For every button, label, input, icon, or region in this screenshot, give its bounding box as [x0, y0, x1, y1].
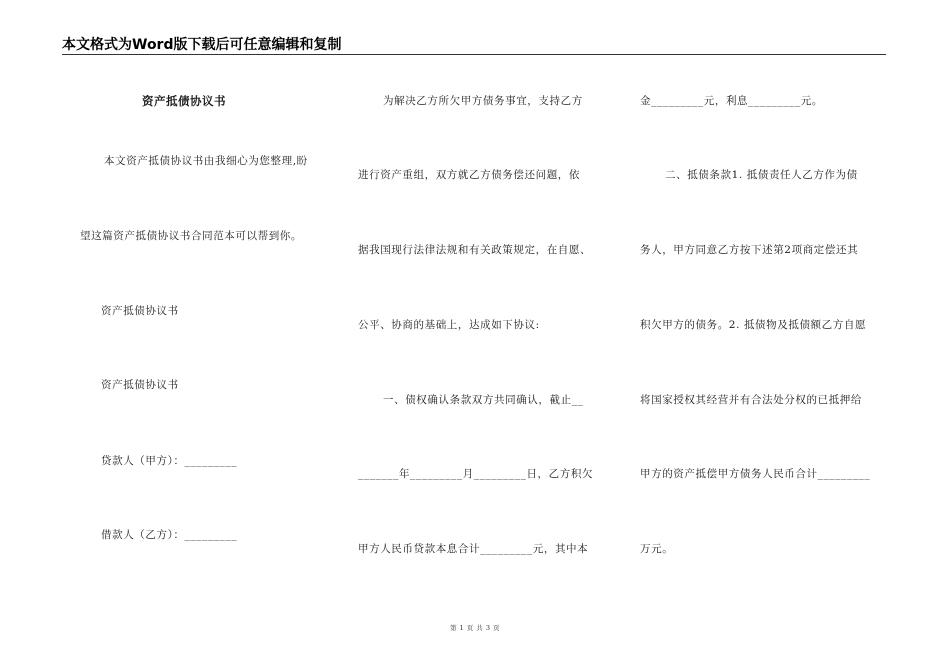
paragraph-line: 万元。 [640, 543, 674, 555]
paragraph-line: 二、抵债条款1. 抵债责任人乙方作为债 [665, 169, 858, 181]
document-title: 资产抵债协议书 [142, 94, 226, 108]
paragraph-line: 本文资产抵债协议书由我细心为您整理,盼 [104, 155, 308, 167]
paragraph-line: _______年_________月_________日，乙方积欠 [358, 468, 594, 480]
paragraph-line: 为解决乙方所欠甲方债务事宜，支持乙方 [383, 95, 583, 107]
paragraph-line: 积欠甲方的债务。2. 抵债物及抵债额乙方自愿 [640, 319, 867, 331]
paragraph-line: 甲方人民币贷款本息合计_________元，其中本 [358, 543, 589, 555]
paragraph-line: 公平、协商的基础上，达成如下协议: [358, 319, 540, 331]
paragraph-line: 甲方的资产抵偿甲方债务人民币合计_________ [640, 468, 871, 480]
lender-field: 贷款人（甲方）：_________ [101, 455, 238, 467]
paragraph-line: 务人，甲方同意乙方按下述第2项商定偿还其 [640, 244, 859, 256]
document-header: 本文格式为Word版下载后可任意编辑和复制 [62, 37, 342, 53]
paragraph-line: 据我国现行法律法规和有关政策规定，在自愿、 [358, 244, 592, 256]
header-divider [62, 54, 886, 55]
paragraph-line: 进行资产重组，双方就乙方债务偿还问题，依 [358, 169, 580, 181]
paragraph-line: 望这篇资产抵债协议书合同范本可以帮到你。 [80, 230, 302, 242]
paragraph-line: 将国家授权其经营并有合法处分权的已抵押给 [640, 394, 862, 406]
paragraph-line: 一、债权确认条款双方共同确认，截止__ [383, 394, 584, 406]
paragraph-line: 资产抵债协议书 [101, 305, 179, 317]
borrower-field: 借款人（乙方）：_________ [101, 529, 238, 541]
paragraph-line: 金_________元，利息_________元。 [640, 95, 823, 107]
paragraph-line: 资产抵债协议书 [101, 379, 179, 391]
page-number: 第 1 页 共 3 页 [449, 624, 501, 632]
